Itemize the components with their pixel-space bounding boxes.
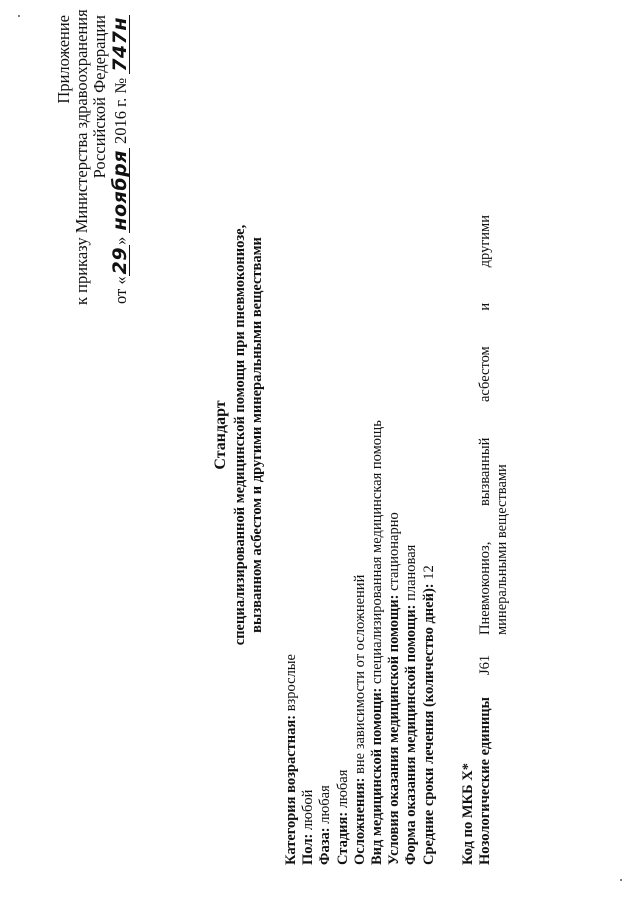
appendix-federation-line: Российской Федерации <box>90 15 109 179</box>
param-value: взрослые <box>283 654 299 715</box>
date-prefix: от « <box>111 276 130 304</box>
icd-row <box>477 5 494 865</box>
param-age <box>283 65 300 865</box>
param-value: вне зависимости от осложнений <box>351 574 368 778</box>
param-value: любой <box>300 789 317 834</box>
icd-header: Код по МКБ X* <box>460 763 476 865</box>
icd-description-continued: минеральными веществами <box>494 464 510 635</box>
scan-speck <box>620 879 622 881</box>
param-key: Фаза: <box>317 827 334 865</box>
param-sex <box>300 65 317 865</box>
icd-description: Пневмокониоз, вызванный асбестом и другими <box>477 215 493 635</box>
icd-section <box>460 5 511 865</box>
param-stage <box>335 65 352 865</box>
title-line-2: вызванном асбестом и другими минеральными веществами <box>249 237 265 633</box>
param-key: Условия оказания медицинской помощи: <box>386 594 403 865</box>
icd-label: Нозологические единицы <box>477 697 493 865</box>
page-title: Стандарт <box>212 400 229 470</box>
date-year: 2016 г. № <box>111 77 130 144</box>
param-value: любая <box>317 785 334 828</box>
param-care-form <box>403 65 420 865</box>
param-key: Вид медицинской помощи: <box>369 687 386 865</box>
icd-code: J61 <box>477 654 493 675</box>
param-key: Осложнения: <box>351 777 368 865</box>
param-key: Категория возрастная: <box>283 714 299 865</box>
param-key: Средние сроки лечения (количество дней): <box>420 583 437 865</box>
param-key: Пол: <box>300 833 317 865</box>
date-day: 29 <box>109 246 131 275</box>
param-value: плановая <box>403 544 420 605</box>
title-line-1: специализированной медицинской помощи при пневмокониозе, <box>232 224 248 646</box>
standard-parameters <box>283 65 438 865</box>
param-value: стационарно <box>386 512 403 595</box>
scan-speck <box>18 15 20 17</box>
appendix-order-line: к приказу Министерства здравоохранения <box>72 9 91 305</box>
param-treatment-days <box>421 65 438 865</box>
date-month: ноября <box>109 150 131 231</box>
order-number: 747н <box>109 17 131 72</box>
param-care-type <box>369 65 386 865</box>
date-day-close: » <box>111 236 130 245</box>
standard-title <box>212 85 266 785</box>
param-value: специализированная медицинская помощь <box>369 420 386 688</box>
appendix-date-line <box>111 15 130 305</box>
param-care-conditions <box>386 65 403 865</box>
appendix-label: Приложение <box>54 15 73 104</box>
param-complications <box>352 65 369 865</box>
param-key: Форма оказания медицинской помощи: <box>403 604 420 865</box>
param-value: 12 <box>420 565 437 584</box>
param-phase <box>317 65 334 865</box>
appendix-header <box>54 9 131 305</box>
param-key: Стадия: <box>334 811 351 865</box>
param-value: любая <box>334 769 351 812</box>
